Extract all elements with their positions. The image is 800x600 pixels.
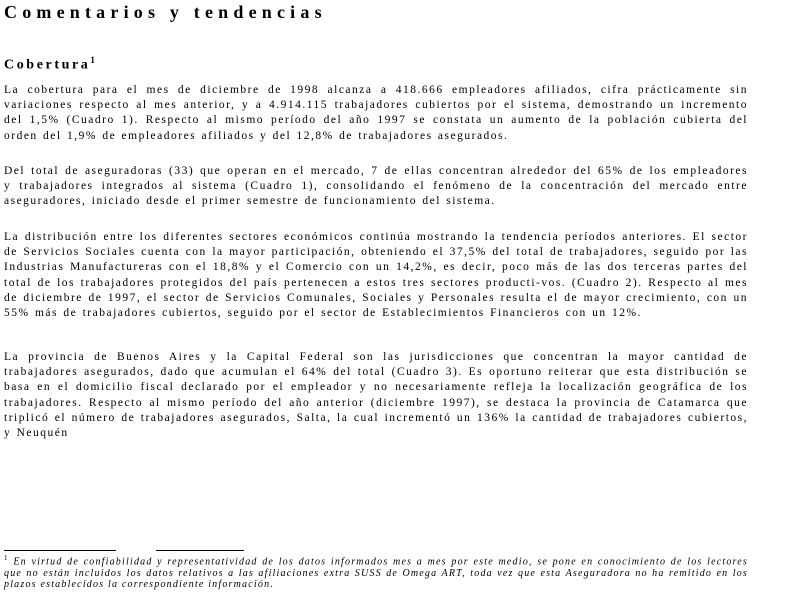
paragraph-insurers: Del total de aseguradoras (33) que operan en el mercado, 7 de ellas concentran alrededor del 65% de los empleadores y trabajadores integrados al sistema (Cuadro 1), consolidando el fenómeno de la concentración del mercado entre aseguradores, iniciado desde el primer semestre de funcionamiento del sistema. bbox=[4, 165, 748, 208]
paragraph-provinces: La provincia de Buenos Aires y la Capital Federal son las jurisdicciones que concentran la mayor cantidad de trabajadores asegurados, dado que acumulan el 64% del total (Cuadro 3). Es oportuno reiterar que esta distribución se basa en el domicilio fiscal declarado por el empleador y no necesariamente refleja la localización geográfica de los trabajadores. Respecto al mismo período del año anterior (diciembre 1997), se destaca la provincia de Catamarca que triplicó el número de trabajadores asegurados, Salta, la cual incrementó un 136% la cantidad de trabajadores cubiertos, y Neuquén bbox=[4, 351, 748, 440]
section-heading-text: Cobertura bbox=[4, 57, 91, 73]
paragraph-sectors: La distribución entre los diferentes sectores económicos continúa mostrando la tendencia períodos anteriores. El sector de Servicios Sociales cuenta con la mayor participación, obteniendo el 37,5% del total de trabajadores, seguido por las Industrias Manufactureras con el 18,8% y el Comercio con un 14,2%, es decir, poco más de las dos terceras partes del total de los trabajadores protegidos del país pertenecen a estos tres sectores producti-vos. (Cuadro 2). Respecto al mes de diciembre de 1997, el sector de Servicios Comunales, Sociales y Personales resulta el de mayor crecimiento, con un 55% más de trabajadores cubiertos, seguido por el sector de Establecimientos Financieros con un 12%. bbox=[4, 231, 748, 320]
page-title: Comentarios y tendencias bbox=[4, 2, 327, 22]
document-page bbox=[4, 0, 748, 600]
section-heading bbox=[4, 51, 95, 75]
footnote-separator-secondary bbox=[156, 550, 244, 551]
footnote bbox=[4, 553, 748, 590]
footnote-separator bbox=[4, 550, 116, 551]
footnote-marker: 1 bbox=[4, 554, 9, 562]
footnote-text: En virtud de confiabilidad y representatividad de los datos informados mes a mes por este medio, se pone en conocimiento de los lectores que no están incluidos los datos relativos a las afiliaciones extra SUSS de Omega ART, toda vez que esta Aseguradora no ha remitido en los plazos establecidos la correspondiente información. bbox=[4, 556, 748, 590]
footnote-reference: 1 bbox=[90, 55, 95, 65]
paragraph-coverage: La cobertura para el mes de diciembre de 1998 alcanza a 418.666 empleadores afiliados, cifra prácticamente sin variaciones respecto al mes anterior, y a 4.914.115 trabajadores cubiertos por el sistema, demostrando un incremento del 1,5% (Cuadro 1). Respecto al mismo período del año 1997 se constata un aumento de la población cubierta del orden del 1,9% de empleadores afiliados y del 12,8% de trabajadores asegurados. bbox=[4, 84, 748, 142]
